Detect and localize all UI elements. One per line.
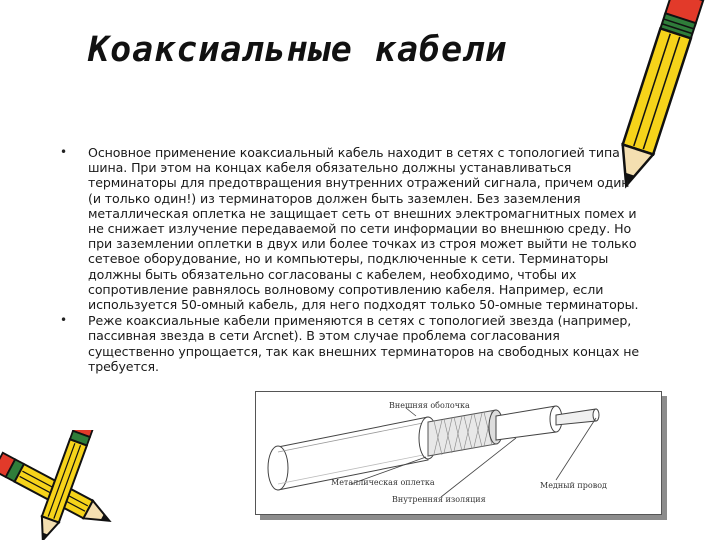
coax-cable-figure — [255, 391, 662, 515]
bullet-marker: • — [60, 313, 68, 328]
label-outer-sheath: Внешняя оболочка — [389, 401, 470, 410]
label-metal-braid: Металлическая оплетка — [331, 478, 435, 487]
slide-title: Коаксиальные кабели — [88, 30, 508, 70]
crossed-pencils-icon — [0, 430, 120, 540]
bullet-text: Реже коаксиальные кабели применяются в сетях с топологией звезда (например, пассивная звезда в сети Arcnet). В этом случае проблема согласования существенно упрощается, так как внешних терминаторов на свободных концах не требуется. — [88, 313, 640, 374]
bullet-item — [60, 313, 642, 374]
bullet-marker: • — [60, 145, 68, 159]
bullet-list — [60, 145, 642, 374]
label-inner-insulation: Внутренняя изоляция — [392, 495, 486, 504]
bullet-text: Основное применение коаксиальный кабель находит в сетях с топологией типа шина. При этом на концах кабеля обязательно должны устанавливаться терминаторы для предотвращения внутренних отражений сигнала, причем один (и только один!) из терминаторов должен быть заземлен. Без заземления металлическая оплетка не защищает сеть от внешних электромагнитных помех и не снижает излучение передаваемой по сети информации во внешнюю среду. Но при заземлении оплетки в двух или более точках из строя может выйти не только сетевое оборудование, но и компьютеры, подключенные к сети. Терминаторы должны быть обязательно согласованы с кабелем, необходимо, чтобы их сопротивление равнялось волновому сопротивлению кабеля. Например, если используется 50-омный кабель, для него подходят только 50-омные терминаторы. — [88, 145, 639, 313]
label-inner-wire: Медный провод — [540, 481, 607, 490]
bullet-item — [60, 145, 642, 312]
